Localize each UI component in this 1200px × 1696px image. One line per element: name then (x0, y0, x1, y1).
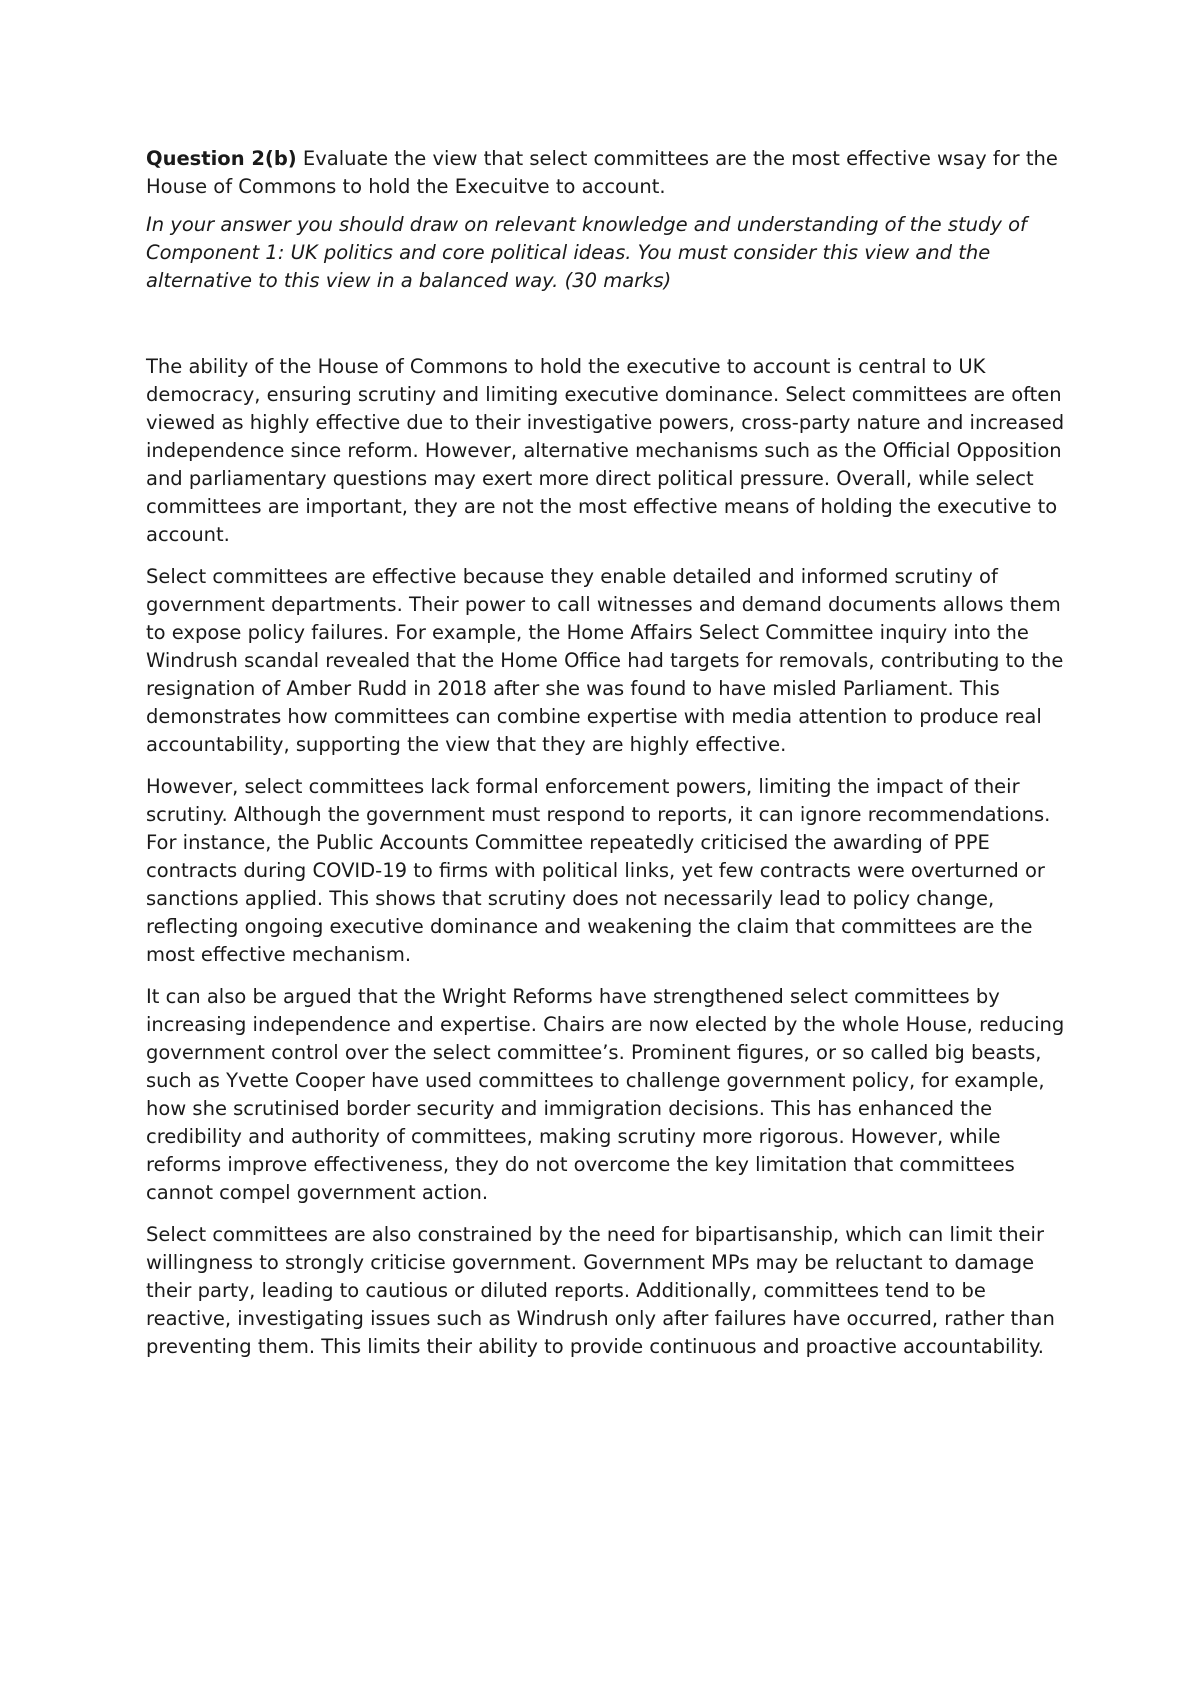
essay-paragraph-introduction: The ability of the House of Commons to hold the executive to account is central to UK democracy, ensuring scrutiny and limiting executive dominance. Select committees are often viewed as highly effective due to their investigative powers, cross-party nature and increased independence since reform. However, alternative mechanisms such as the Official Opposition and parliamentary questions may exert more direct political pressure. Overall, while select committees are important, they are not the most effective means of holding the executive to account. (146, 355, 1065, 546)
question-label: Question 2(b) (146, 147, 297, 170)
question-heading (146, 145, 1066, 201)
question-instruction: In your answer you should draw on relevant knowledge and understanding of the study of Component 1: UK politics and core political ideas. You must consider this view and the alternative to this view in a balanced way. (30 marks) (146, 213, 1027, 292)
essay-paragraph-2: Select committees are effective because they enable detailed and informed scrutiny of government departments. Their power to call witnesses and demand documents allows them to expose policy failures. For example, the Home Affairs Select Committee inquiry into the Windrush scandal revealed that the Home Office had targets for removals, contributing to the resignation of Amber Rudd in 2018 after she was found to have misled Parliament. This demonstrates how committees can combine expertise with media attention to produce real accountability, supporting the view that they are highly effective. (146, 565, 1064, 756)
essay-paragraph-5: Select committees are also constrained by the need for bipartisanship, which can limit their willingness to strongly criticise government. Government MPs may be reluctant to damage their party, leading to cautious or diluted reports. Additionally, committees tend to be reactive, investigating issues such as Windrush only after failures have occurred, rather than preventing them. This limits their ability to provide continuous and proactive accountability. (146, 1223, 1055, 1358)
essay-paragraph-4: It can also be argued that the Wright Reforms have strengthened select committees by increasing independence and expertise. Chairs are now elected by the whole House, reducing government control over the select committee’s. Prominent figures, or so called big beasts, such as Yvette Cooper have used committees to challenge government policy, for example, how she scrutinised border security and immigration decisions. This has enhanced the credibility and authority of committees, making scrutiny more rigorous. However, while reforms improve effectiveness, they do not overcome the key limitation that committees cannot compel government action. (146, 985, 1065, 1204)
document-body (146, 145, 1066, 1375)
question-text: Evaluate the view that select committees are the most effective wsay for the House of Commons to hold the Execuitve to account. (146, 147, 1058, 198)
essay-paragraph-3: However, select committees lack formal enforcement powers, limiting the impact of their scrutiny. Although the government must respond to reports, it can ignore recommendations. For instance, the Public Accounts Committee repeatedly criticised the awarding of PPE contracts during COVID-19 to firms with political links, yet few contracts were overturned or sanctions applied. This shows that scrutiny does not necessarily lead to policy change, reflecting ongoing executive dominance and weakening the claim that committees are the most effective mechanism. (146, 775, 1051, 966)
